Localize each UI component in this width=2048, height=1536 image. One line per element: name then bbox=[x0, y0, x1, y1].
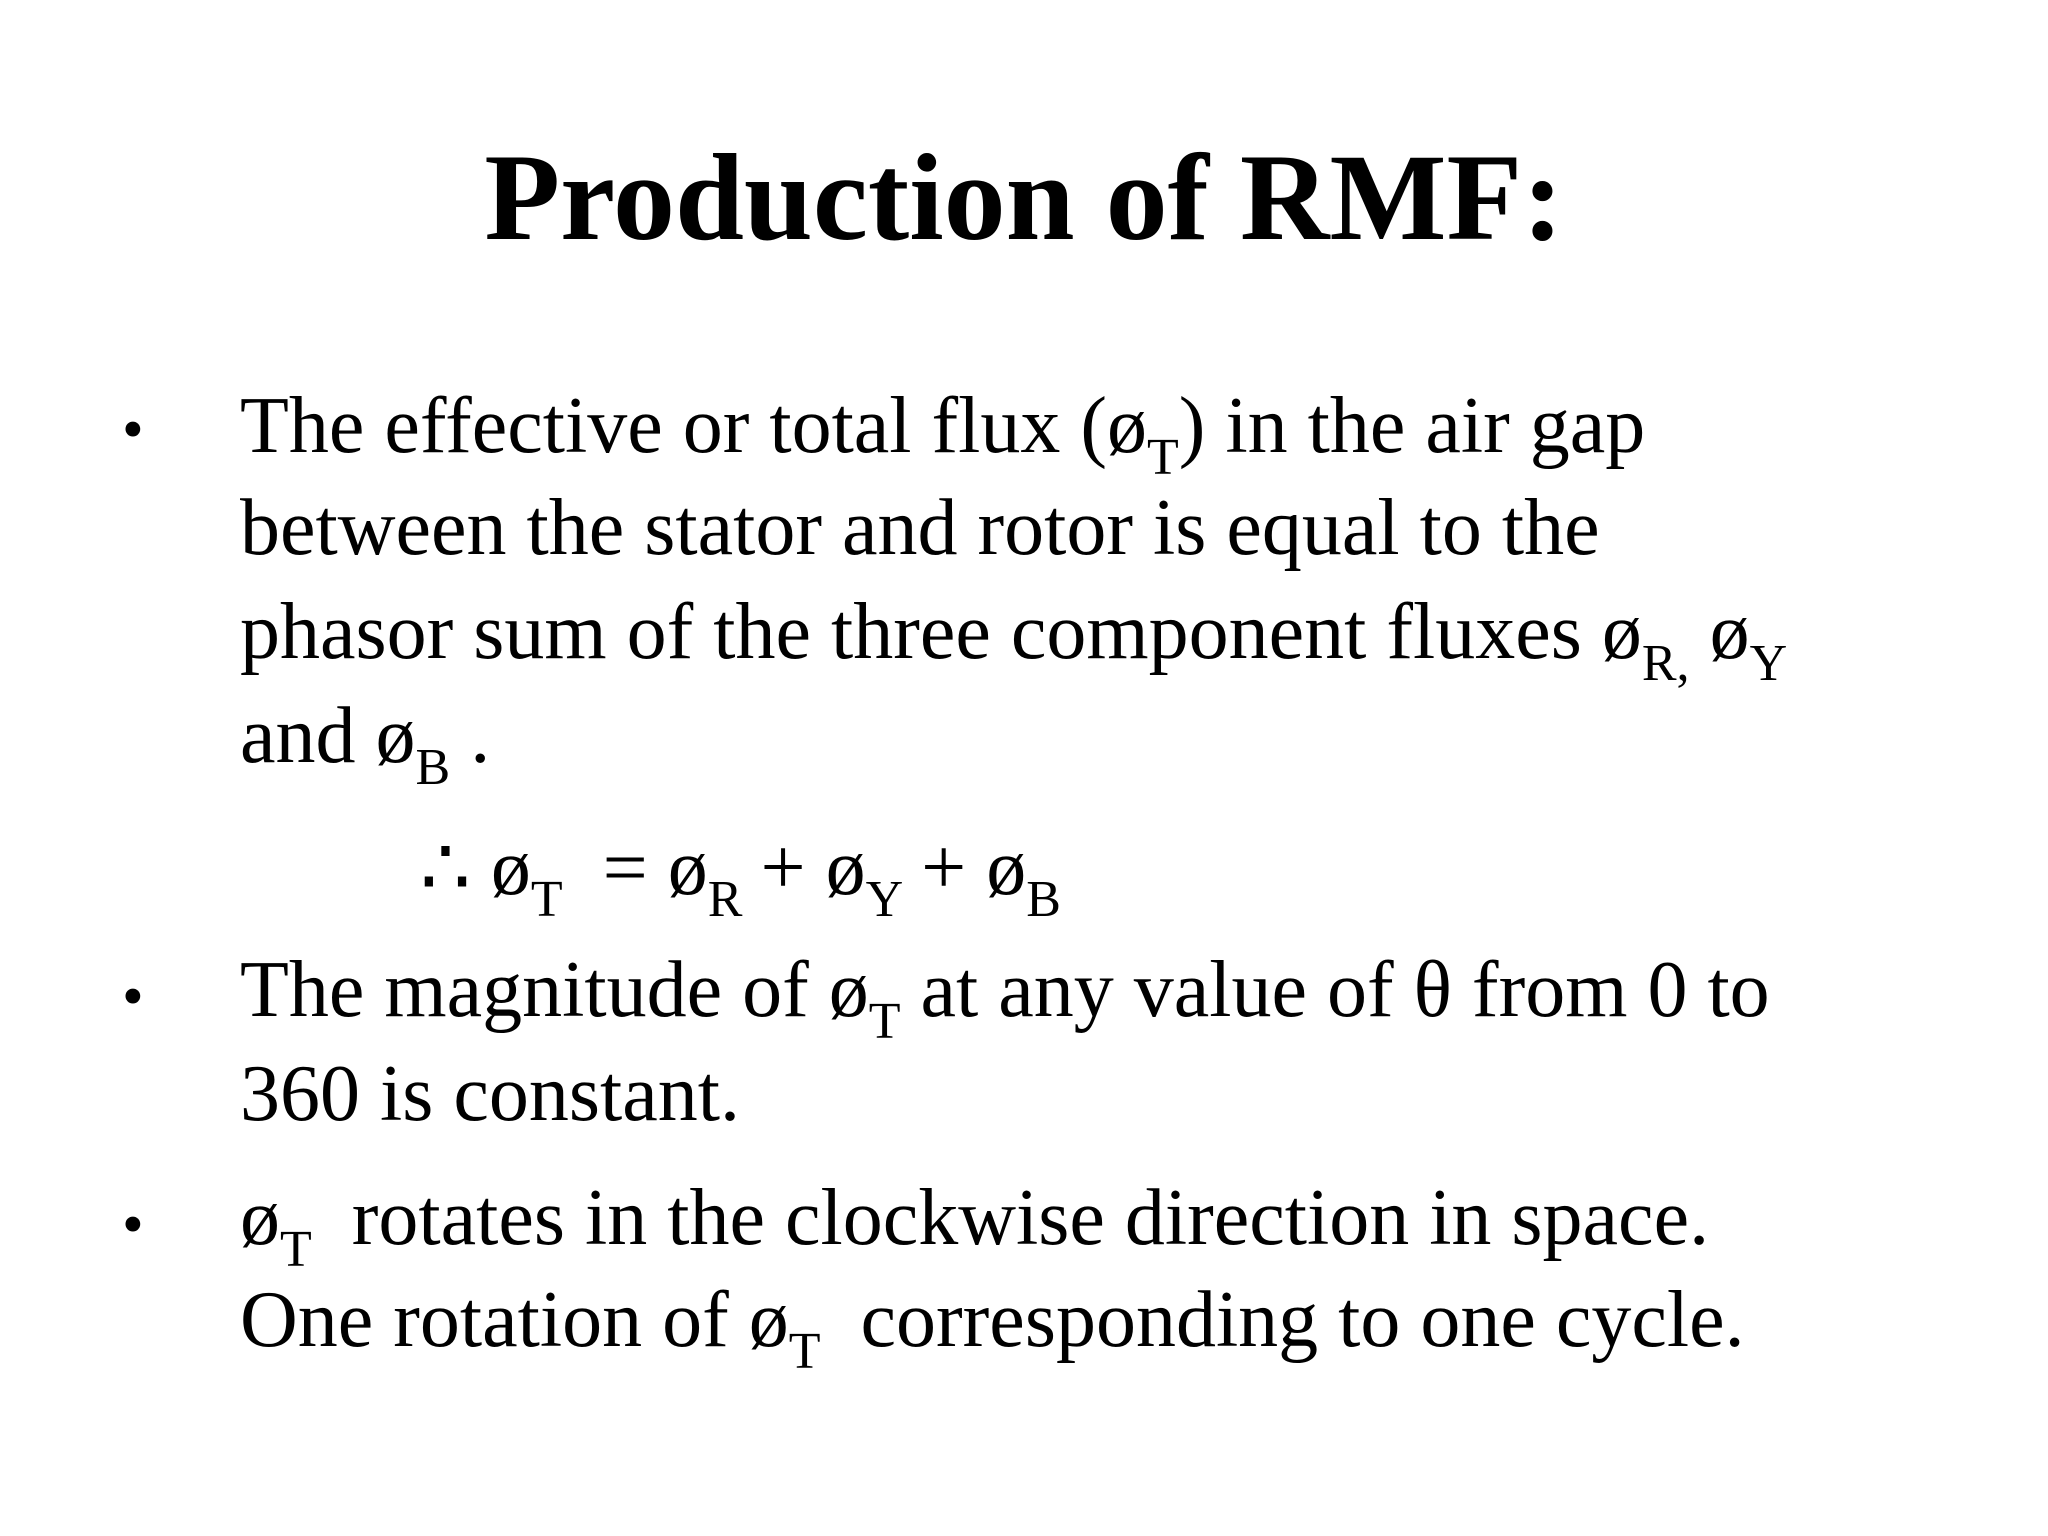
bullet1-line4 bbox=[240, 686, 491, 796]
bullet3-line2 bbox=[240, 1270, 1745, 1380]
bullet-marker: • bbox=[122, 396, 144, 464]
subscript: T bbox=[280, 1220, 312, 1278]
bullet-marker: • bbox=[122, 963, 144, 1031]
subscript: Y bbox=[1749, 634, 1788, 692]
text-segment: 360 is constant. bbox=[240, 1050, 740, 1138]
text-segment: The effective or total flux (ø bbox=[240, 382, 1148, 470]
bullet1-line2 bbox=[240, 478, 1600, 578]
text-segment: at any value of θ from 0 to bbox=[900, 946, 1770, 1034]
text-segment: corresponding to one cycle. bbox=[820, 1276, 1745, 1364]
bullet1-line3 bbox=[240, 582, 1788, 692]
subscript: R, bbox=[1641, 634, 1690, 692]
subscript: T bbox=[868, 992, 901, 1050]
slide-title: Production of RMF: bbox=[484, 129, 1564, 266]
subscript: Y bbox=[865, 870, 904, 928]
bullet-marker: • bbox=[122, 1191, 144, 1259]
subscript: T bbox=[1147, 428, 1179, 486]
subscript: B bbox=[415, 738, 451, 796]
therefore-symbol: ∴ ø bbox=[420, 824, 531, 912]
plus-term: + ø bbox=[921, 824, 1027, 912]
text-segment: . bbox=[450, 692, 491, 780]
text-segment: and ø bbox=[240, 692, 416, 780]
equals-term: = ø bbox=[602, 824, 708, 912]
bullet1-line1 bbox=[240, 376, 1646, 486]
text-segment: One rotation of ø bbox=[240, 1276, 789, 1364]
subscript: T bbox=[788, 1322, 821, 1380]
flux-equation bbox=[420, 818, 1061, 928]
text-segment: rotates in the clockwise direction in space. bbox=[311, 1174, 1710, 1262]
bullet3-line1 bbox=[240, 1168, 1710, 1278]
subscript: R bbox=[707, 870, 743, 928]
text-segment: phasor sum of the three component fluxes ø bbox=[240, 588, 1642, 676]
bullet2-line1 bbox=[240, 940, 1770, 1050]
plus-term: + ø bbox=[760, 824, 866, 912]
text-segment: ø bbox=[240, 1174, 280, 1262]
subscript: T bbox=[530, 870, 563, 928]
text-segment: ø bbox=[1689, 588, 1750, 676]
text-segment: ) in the air gap bbox=[1178, 382, 1646, 470]
subscript: B bbox=[1026, 870, 1061, 928]
bullet2-line2 bbox=[240, 1044, 740, 1144]
text-segment: The magnitude of ø bbox=[240, 946, 869, 1034]
text-segment: between the stator and rotor is equal to the bbox=[240, 484, 1600, 572]
